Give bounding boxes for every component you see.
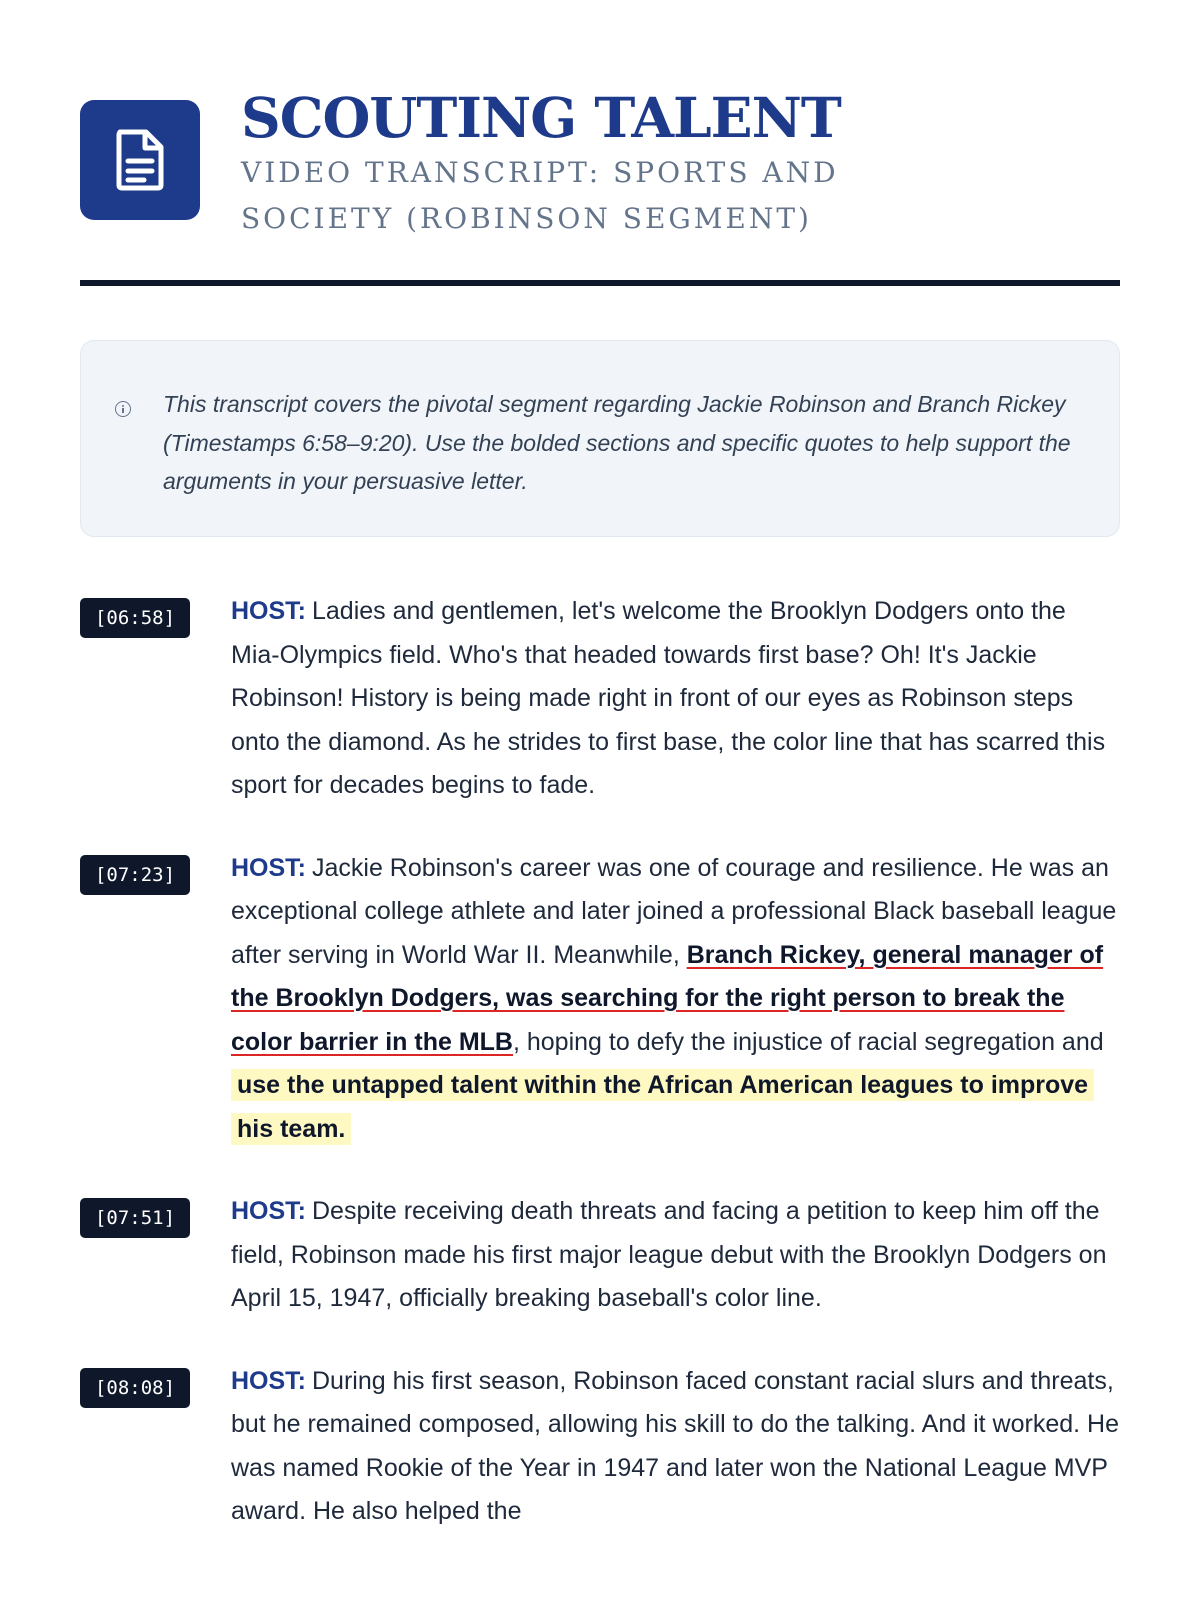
timestamp-badge[interactable]: [07:23]	[80, 855, 190, 895]
transcript-text: Jackie Robinson's career was one of courage and resilience. He was an exceptional college athlete and later joined a professional Black baseball league after serving in World War II. Meanwhile,	[231, 853, 1117, 969]
transcript-text: , hoping to defy the injustice of racial segregation and	[512, 1027, 1104, 1056]
transcript-line	[231, 1360, 1120, 1534]
timestamp-badge[interactable]: [07:51]	[80, 1198, 190, 1238]
page-subtitle: VIDEO TRANSCRIPT: SPORTS AND SOCIETY (ROBINSON SEGMENT)	[241, 156, 839, 235]
transcript-line	[231, 1190, 1120, 1321]
transcript-entry	[80, 847, 1120, 1152]
transcript-list	[80, 590, 1120, 1573]
transcript-line	[231, 590, 1120, 808]
timestamp-badge[interactable]: [08:08]	[80, 1368, 190, 1408]
transcript-line	[231, 847, 1120, 1152]
page-title: SCOUTING TALENT	[241, 85, 841, 150]
info-text: This transcript covers the pivotal segment regarding Jackie Robinson and Branch Rickey (Timestamps 6:58–9:20). Use the bolded sections and specific quotes to help support the arguments in your persuasive letter.	[163, 391, 1071, 494]
page-header	[80, 86, 1120, 242]
document-icon	[80, 100, 200, 220]
transcript-entry	[80, 590, 1120, 808]
document-icon-glyph	[114, 129, 166, 191]
underlined-quote: Branch Rickey, general manager of the Brooklyn Dodgers, was searching for the right person to break the color barrier in the MLB	[231, 940, 1104, 1056]
transcript-entry	[80, 1190, 1120, 1321]
info-box	[80, 340, 1120, 537]
transcript-text: During his first season, Robinson faced constant racial slurs and threats, but he remained composed, allowing his skill to do the talking. And it worked. He was named Rookie of the Year in 1947 and later won the National League MVP award. He also helped the	[231, 1366, 1119, 1525]
transcript-text: Despite receiving death threats and facing a petition to keep him off the field, Robinson made his first major league debut with the Brooklyn Dodgers on April 15, 1947, officially breaking baseball's color line.	[231, 1197, 1107, 1312]
speaker-label: HOST:	[231, 1366, 306, 1395]
info-icon	[115, 401, 131, 417]
transcript-text: Ladies and gentlemen, let's welcome the Brooklyn Dodgers onto the Mia-Olympics field. Who's that headed towards first base? Oh! It's Jackie Robinson! History is being made right in front of our eyes as Robinson steps onto the diamond. As he strides to first base, the color line that has scarred this sport for decades begins to fade.	[231, 597, 1106, 799]
header-divider	[80, 280, 1120, 286]
speaker-label: HOST:	[231, 1197, 306, 1225]
header-titles	[241, 86, 1001, 242]
timestamp-badge[interactable]: [06:58]	[80, 598, 190, 638]
highlighted-quote: use the untapped talent within the African American leagues to improve his team.	[231, 1069, 1094, 1145]
speaker-label: HOST:	[231, 597, 306, 625]
transcript-entry	[80, 1360, 1120, 1534]
speaker-label: HOST:	[231, 853, 306, 882]
